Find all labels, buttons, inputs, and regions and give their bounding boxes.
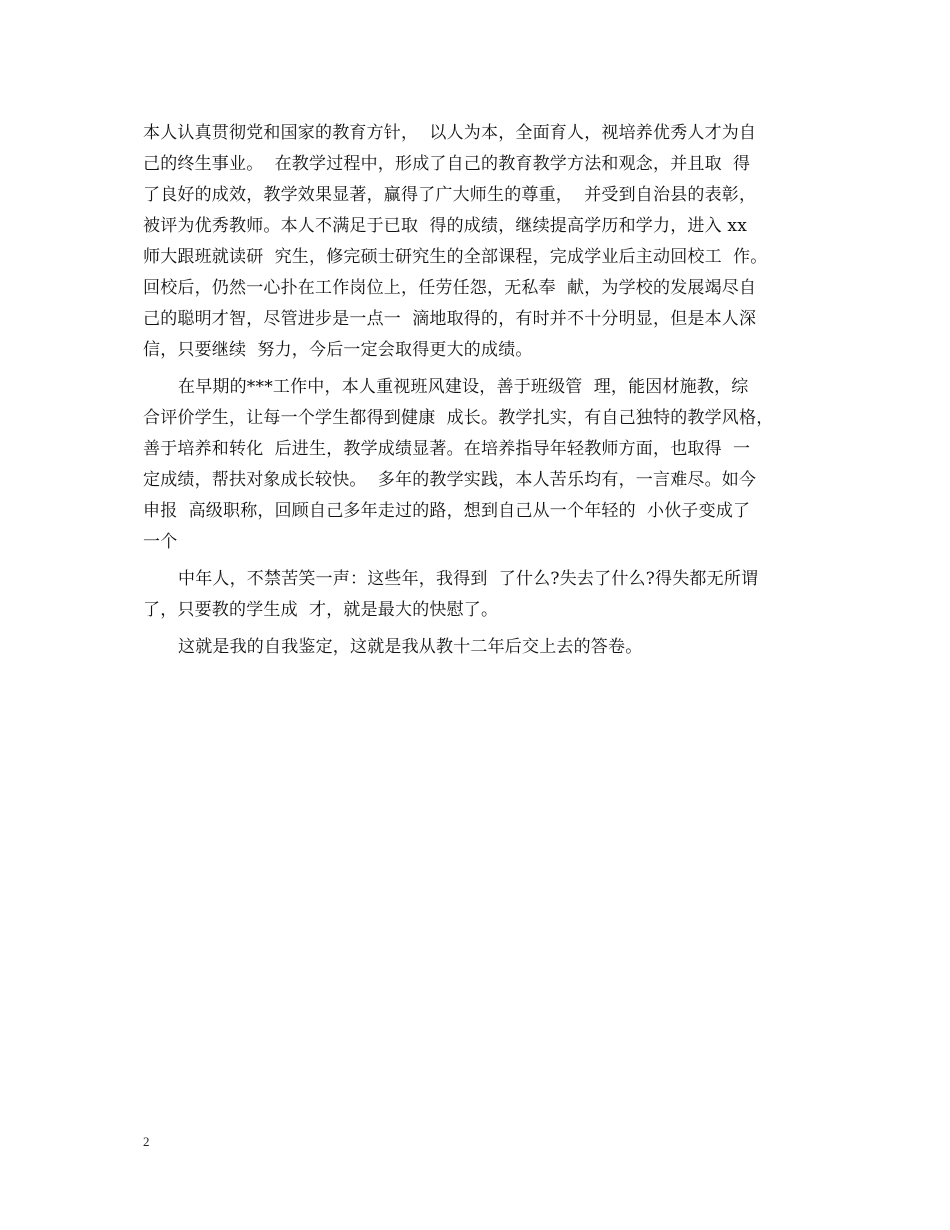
paragraph-line: 申报 高级职称，回顾自己多年走过的路，想到自己从一个年轻的 小伙子变成了	[143, 501, 751, 521]
paragraph-line: 中年人，不禁苦笑一声：这些年，我得到 了什么?失去了什么?得失都无所谓	[178, 569, 759, 589]
paragraph-4	[143, 632, 833, 663]
paragraph-line: 信，只要继续 努力，今后一定会取得更大的成绩。	[143, 340, 533, 360]
paragraph-line: 本人认真贯彻党和国家的教育方针， 以人为本，全面育人，视培养优秀人才为自	[143, 123, 757, 143]
paragraph-3	[143, 564, 833, 626]
document-body	[143, 118, 833, 663]
paragraph-line: 合评价学生，让每一个学生都得到健康 成长。教学扎实，有自己独特的教学风格，	[143, 408, 774, 428]
paragraph-line: 定成绩，帮扶对象成长较快。 多年的教学实践，本人苦乐均有，一言难尽。如今	[143, 470, 757, 490]
paragraph-line: 己的终生事业。 在教学过程中，形成了自己的教育教学方法和观念，并且取 得	[143, 154, 751, 174]
paragraph-line: 在早期的***工作中，本人重视班风建设，善于班级管 理，能因材施教，综	[178, 377, 749, 397]
paragraph-line: 一个	[143, 532, 178, 552]
paragraph-line: 回校后，仍然一心扑在工作岗位上，任劳任怨，无私奉 献，为学校的发展竭尽自	[143, 278, 757, 298]
paragraph-line: 了，只要教的学生成 才，就是最大的快慰了。	[143, 600, 499, 620]
paragraph-1	[143, 118, 833, 366]
paragraph-line: 了良好的成效，教学效果显著，赢得了广大师生的尊重， 并受到自治县的表彰，	[143, 185, 757, 205]
paragraph-2	[143, 372, 833, 558]
page-number: 2	[143, 1134, 150, 1149]
paragraph-line: 被评为优秀教师。本人不满足于已取 得的成绩，继续提高学历和学力，进入 xx	[143, 216, 747, 236]
paragraph-line: 善于培养和转化 后进生，教学成绩显著。在培养指导年轻教师方面，也取得 一	[143, 439, 751, 459]
paragraph-line: 这就是我的自我鉴定，这就是我从教十二年后交上去的答卷。	[178, 637, 643, 657]
paragraph-line: 师大跟班就读研 究生，修完硕士研究生的全部课程，完成学业后主动回校工 作。	[143, 247, 768, 267]
paragraph-line: 己的聪明才智，尽管进步是一点一 滴地取得的，有时并不十分明显，但是本人深	[143, 309, 757, 329]
